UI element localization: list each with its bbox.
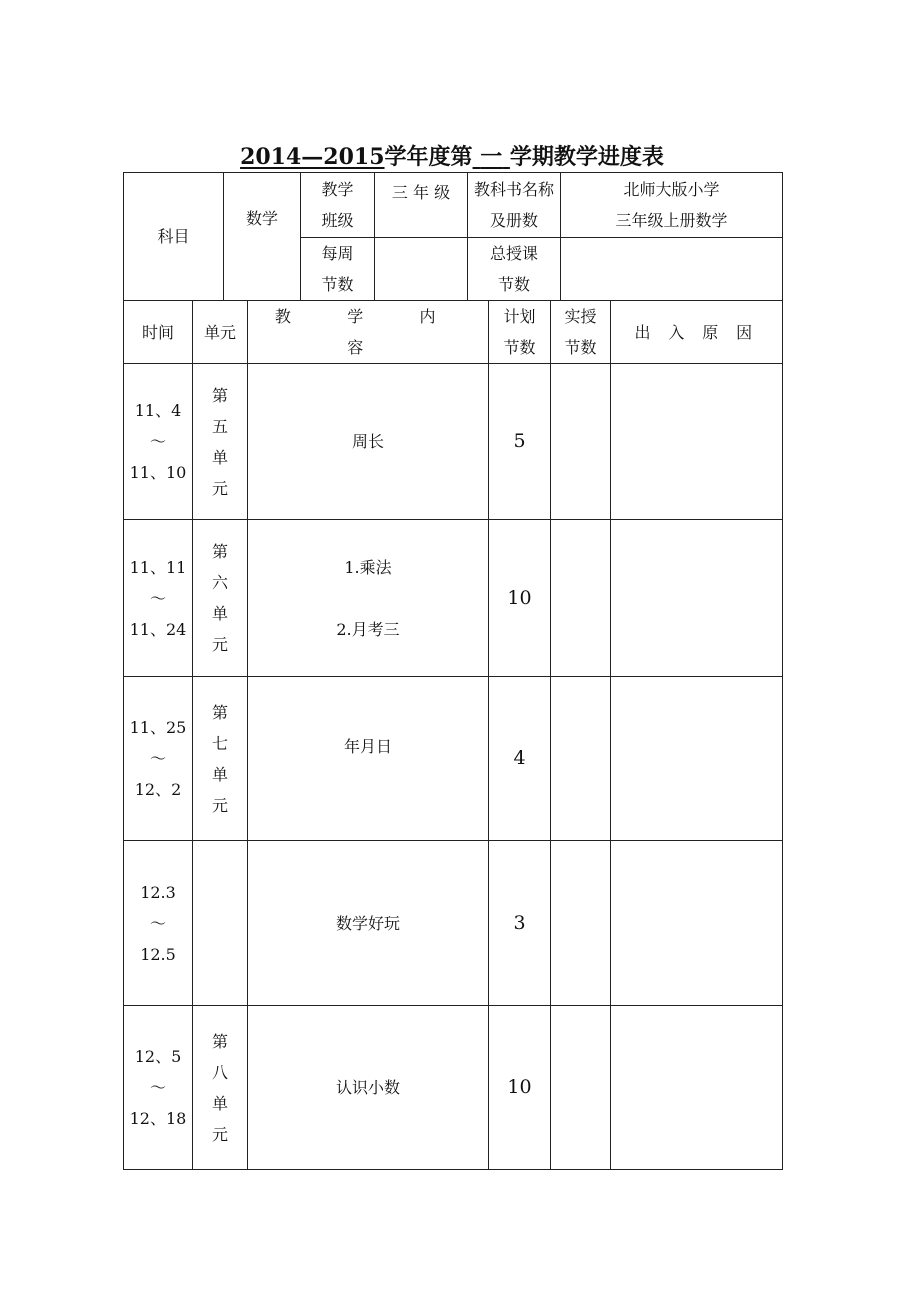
row-unit: 第七单元	[193, 677, 248, 841]
col-reason: 出 入 原 因	[611, 301, 783, 364]
book-value: 北师大版小学 三年级上册数学	[561, 173, 783, 238]
row-unit: 第六单元	[193, 520, 248, 677]
row-reason	[611, 841, 783, 1006]
header-table	[123, 172, 783, 301]
row-time: 12、5 ～ 12、18	[124, 1006, 193, 1170]
row-content: 年月日	[248, 677, 489, 841]
book-label: 教科书名称及册数	[468, 173, 561, 238]
row-unit: 第五单元	[193, 364, 248, 520]
table-row	[124, 677, 783, 841]
row-reason	[611, 520, 783, 677]
col-unit: 单元	[193, 301, 248, 364]
column-header-row	[124, 301, 783, 364]
row-planned: 4	[489, 677, 551, 841]
col-planned: 计划节数	[489, 301, 551, 364]
schedule-table	[123, 300, 783, 1170]
row-unit: 第八单元	[193, 1006, 248, 1170]
subject-label: 科目	[124, 173, 224, 301]
row-content: 数学好玩	[248, 841, 489, 1006]
weekly-value	[375, 238, 468, 301]
row-time: 12.3 ～ 12.5	[124, 841, 193, 1006]
col-actual: 实授节数	[551, 301, 611, 364]
row-planned: 10	[489, 1006, 551, 1170]
row-actual	[551, 520, 611, 677]
table-row	[124, 364, 783, 520]
row-planned: 3	[489, 841, 551, 1006]
page-title	[122, 141, 782, 173]
table-row	[124, 841, 783, 1006]
title-years: 2014—2015	[240, 144, 385, 170]
row-unit	[193, 841, 248, 1006]
title-term: 一	[480, 144, 503, 170]
title-mid: 学年度第	[384, 144, 473, 170]
title-end: 学期教学进度表	[509, 144, 664, 170]
row-actual	[551, 677, 611, 841]
total-value	[561, 238, 783, 301]
row-content: 周长	[248, 364, 489, 520]
subject-value: 数学	[224, 173, 301, 301]
col-content: 教 学 内 容	[248, 301, 489, 364]
row-reason	[611, 364, 783, 520]
row-time: 11、25 ～ 12、2	[124, 677, 193, 841]
total-label: 总授课节数	[468, 238, 561, 301]
row-planned: 10	[489, 520, 551, 677]
col-time: 时间	[124, 301, 193, 364]
class-value: 三 年 级	[375, 173, 468, 238]
row-actual	[551, 364, 611, 520]
table-row	[124, 520, 783, 677]
class-label: 教学班级	[301, 173, 375, 238]
row-time: 11、11 ～ 11、24	[124, 520, 193, 677]
row-reason	[611, 1006, 783, 1170]
row-actual	[551, 1006, 611, 1170]
row-planned: 5	[489, 364, 551, 520]
weekly-label: 每周节数	[301, 238, 375, 301]
row-actual	[551, 841, 611, 1006]
row-content: 1.乘法 2.月考三	[248, 520, 489, 677]
row-content: 认识小数	[248, 1006, 489, 1170]
table-row	[124, 1006, 783, 1170]
row-time: 11、4 ～ 11、10	[124, 364, 193, 520]
row-reason	[611, 677, 783, 841]
